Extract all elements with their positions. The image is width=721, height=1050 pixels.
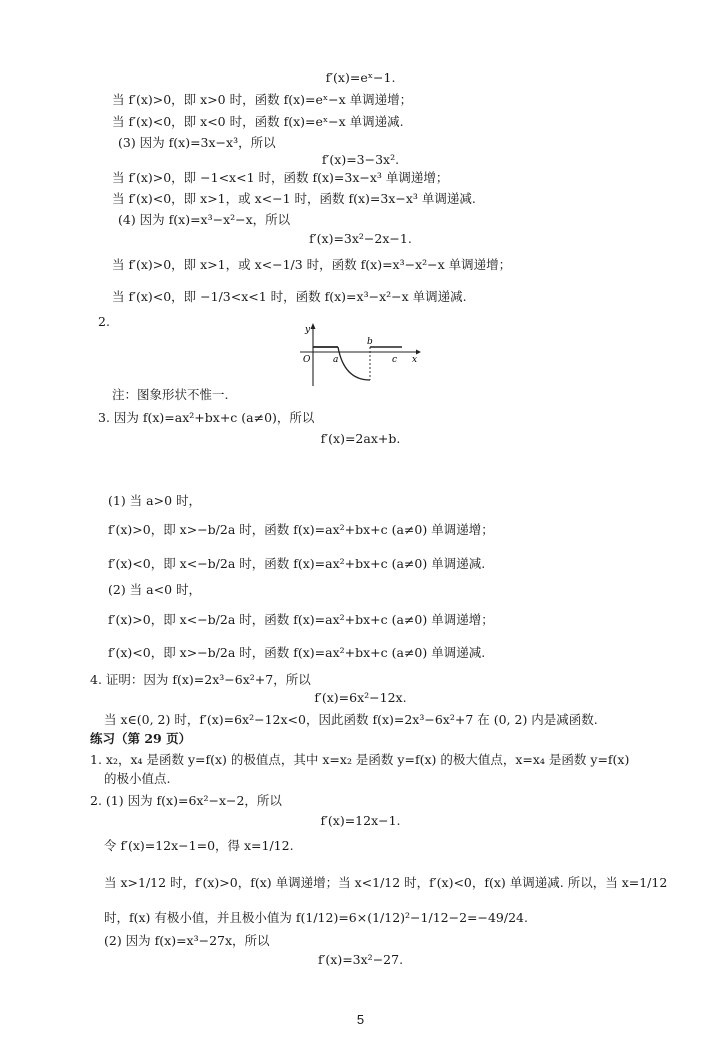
text-line: 当 x>1/12 时，f′(x)>0，f(x) 单调递增；当 x<1/12 时，f′(x)<0，f(x) 单调递减. 所以，当 x=1/12 (104, 875, 668, 890)
text-line: 当 f′(x)>0，即 x>1，或 x<−1/3 时，函数 f(x)=x³−x²−x 单调递增； (112, 257, 512, 272)
text-line: 当 f′(x)>0，即 −1<x<1 时，函数 f(x)=3x−x³ 单调递增； (112, 170, 449, 185)
text-line: 3. 因为 f(x)=ax²+bx+c (a≠0)，所以 (98, 410, 315, 425)
text-line: 当 f′(x)>0，即 x>0 时，函数 f(x)=eˣ−x 单调递增； (112, 92, 413, 107)
text-line: (3) 因为 f(x)=3x−x³，所以 (118, 135, 276, 150)
text-line: (2) 当 a<0 时， (108, 582, 202, 597)
point-a-label: a (333, 355, 339, 365)
text-line: 4. 证明：因为 f(x)=2x³−6x²+7，所以 (90, 672, 311, 687)
equation-line: f′(x)=6x²−12x. (314, 690, 407, 705)
text-line: (1) 当 a>0 时， (108, 493, 202, 508)
text-line: 的极小值点. (104, 771, 171, 786)
text-line: 时，f(x) 有极小值，并且极小值为 f(1/12)=6×(1/12)²−1/12−2=−49/24. (104, 910, 528, 925)
text-line: f′(x)>0，即 x>−b/2a 时，函数 f(x)=ax²+bx+c (a≠0) 单调递增； (108, 522, 494, 537)
problem-number: 2. (98, 314, 110, 329)
x-axis-label: x (412, 355, 418, 365)
x-axis-arrow (416, 350, 421, 355)
text-line: 当 x∈(0, 2) 时，f′(x)=6x²−12x<0，因此函数 f(x)=2x³−6x²+7 在 (0, 2) 内是减函数. (104, 712, 598, 727)
text-line: (4) 因为 f(x)=x³−x²−x，所以 (118, 212, 291, 227)
equation-line: f′(x)=2ax+b. (320, 431, 401, 446)
point-b-label: b (367, 337, 373, 347)
text-line: f′(x)<0，即 x<−b/2a 时，函数 f(x)=ax²+bx+c (a≠0) 单调递减. (108, 556, 486, 571)
watermark (540, 460, 602, 474)
page-number: 5 (356, 1012, 365, 1027)
text-line: f′(x)<0，即 x>−b/2a 时，函数 f(x)=ax²+bx+c (a≠0) 单调递减. (108, 645, 486, 660)
text-line: 1. x₂，x₄ 是函数 y=f(x) 的极值点，其中 x=x₂ 是函数 y=f(x) 的极大值点，x=x₄ 是函数 y=f(x) (90, 752, 630, 767)
origin-label: O (303, 355, 311, 365)
y-axis-arrow (311, 323, 316, 329)
section-heading: 练习（第 29 页） (90, 731, 192, 746)
text-line: 2. (1) 因为 f(x)=6x²−x−2，所以 (90, 793, 282, 808)
equation-line: f′(x)=3x²−27. (317, 952, 404, 967)
text-line: (2) 因为 f(x)=x³−27x，所以 (104, 933, 270, 948)
derivative-graph (300, 322, 422, 386)
equation-line: f′(x)=12x−1. (320, 813, 401, 828)
equation-line: f′(x)=3−3x². (321, 152, 400, 167)
text-line: f′(x)>0，即 x<−b/2a 时，函数 f(x)=ax²+bx+c (a≠0) 单调递增； (108, 612, 494, 627)
equation-line: f′(x)=eˣ−1. (325, 70, 396, 85)
y-axis-label: y (305, 325, 311, 335)
text-line: 令 f′(x)=12x−1=0，得 x=1/12. (104, 838, 294, 853)
equation-line: f′(x)=3x²−2x−1. (309, 231, 412, 246)
text-line: 当 f′(x)<0，即 x<0 时，函数 f(x)=eˣ−x 单调递减. (112, 114, 404, 129)
point-c-label: c (392, 355, 398, 365)
text-line: 当 f′(x)<0，即 −1/3<x<1 时，函数 f(x)=x³−x²−x 单调递减. (112, 289, 467, 304)
note-line: 注：图象形状不惟一. (112, 387, 229, 402)
text-line: 当 f′(x)<0，即 x>1，或 x<−1 时，函数 f(x)=3x−x³ 单调递减. (112, 191, 476, 206)
